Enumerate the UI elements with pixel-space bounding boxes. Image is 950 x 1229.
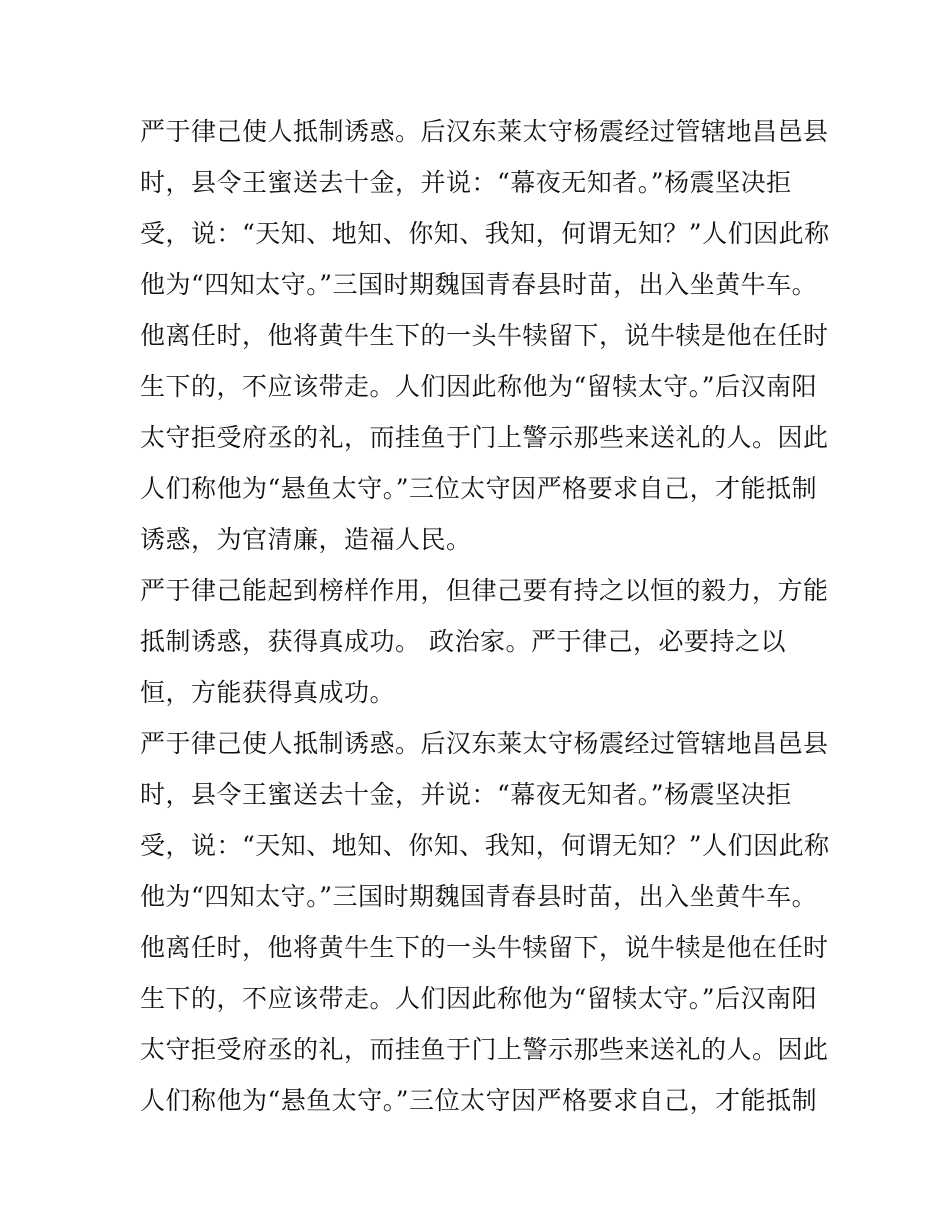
text-line: 严于律己使人抵制诱惑。后汉东莱太守杨震经过管辖地昌邑县 <box>140 729 829 758</box>
text-line: 太守拒受府丞的礼，而挂鱼于门上警示那些来送礼的人。因此 <box>140 1035 829 1064</box>
text-line: 生下的，不应该带走。人们因此称他为“留犊太守。”后汉南阳 <box>140 372 818 401</box>
text-line: 人们称他为“悬鱼太守。”三位太守因严格要求自己，才能抵制 <box>140 1086 818 1115</box>
text-line: 太守拒受府丞的礼，而挂鱼于门上警示那些来送礼的人。因此 <box>140 423 829 452</box>
text-line: 生下的，不应该带走。人们因此称他为“留犊太守。”后汉南阳 <box>140 984 818 1013</box>
text-line: 恒，方能获得真成功。 <box>140 678 396 707</box>
text-line: 人们称他为“悬鱼太守。”三位太守因严格要求自己，才能抵制 <box>140 474 818 503</box>
text-line: 严于律己能起到榜样作用，但律己要有持之以恒的毅力，方能 <box>140 576 829 605</box>
text-line: 诱惑，为官清廉，造福人民。 <box>140 525 472 554</box>
text-line: 严于律己使人抵制诱惑。后汉东莱太守杨震经过管辖地昌邑县 <box>140 117 829 146</box>
text-line: 受，说：“天知、地知、你知、我知，何谓无知？”人们因此称 <box>140 831 830 860</box>
text-line: 抵制诱惑，获得真成功。 政治家。严于律己，必要持之以 <box>140 627 786 656</box>
text-line: 他为“四知太守。”三国时期魏国青春县时苗，出入坐黄牛车。 <box>140 882 818 911</box>
text-line: 时，县令王蜜送去十金，并说：“幕夜无知者。”杨震坚决拒 <box>140 168 792 197</box>
text-line: 他离任时，他将黄牛生下的一头牛犊留下，说牛犊是他在任时 <box>140 933 829 962</box>
text-line: 时，县令王蜜送去十金，并说：“幕夜无知者。”杨震坚决拒 <box>140 780 792 809</box>
document-body <box>140 106 830 1126</box>
text-line: 他离任时，他将黄牛生下的一头牛犊留下，说牛犊是他在任时 <box>140 321 829 350</box>
text-line: 受，说：“天知、地知、你知、我知，何谓无知？”人们因此称 <box>140 219 830 248</box>
text-line: 他为“四知太守。”三国时期魏国青春县时苗，出入坐黄牛车。 <box>140 270 818 299</box>
